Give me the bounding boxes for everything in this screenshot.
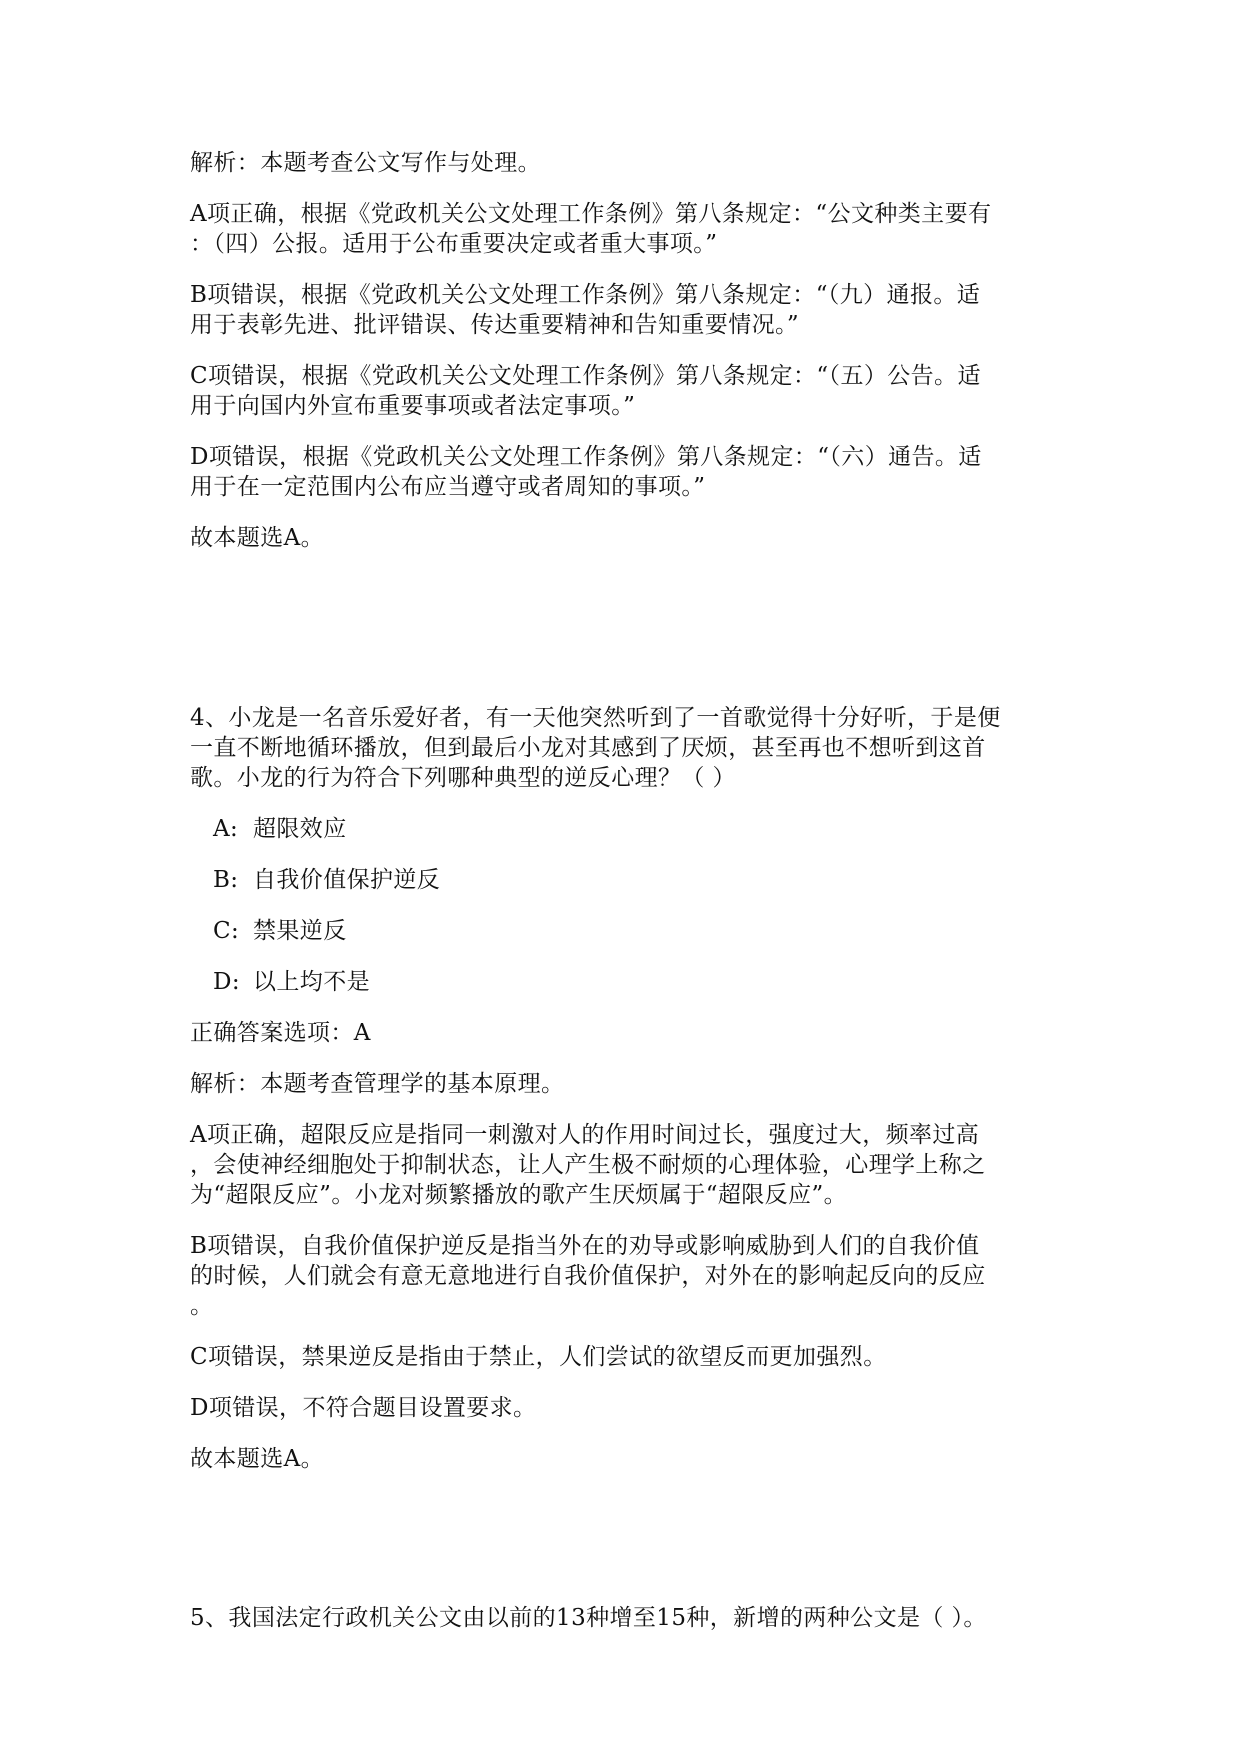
text-line: B项错误，自我价值保护逆反是指当外在的劝导或影响威胁到人们的自我价值 (190, 1233, 980, 1259)
q5-stem (190, 1603, 1060, 1633)
q4-option-a (213, 814, 1060, 844)
q3-analysis-intro (190, 148, 1060, 178)
q4-option-c (213, 916, 1060, 946)
option-letter: D: (213, 969, 240, 995)
option-text: 自我价值保护逆反 (253, 867, 441, 893)
q4-item-b (190, 1231, 1060, 1321)
q4-stem (190, 703, 1060, 793)
q4-option-d (213, 967, 1060, 997)
text-line: D项错误，不符合题目设置要求。 (190, 1395, 537, 1421)
q4-item-d (190, 1393, 1060, 1423)
text-line: 歌。小龙的行为符合下列哪种典型的逆反心理？（ ） (190, 765, 736, 791)
spacer (190, 574, 1060, 703)
text-line: 用于在一定范围内公布应当遵守或者周知的事项。” (190, 474, 706, 500)
text-line: A项正确，根据《党政机关公文处理工作条例》第八条规定：“公文种类主要有 (190, 201, 992, 227)
text-line: C项错误，根据《党政机关公文处理工作条例》第八条规定：“（五）公告。适 (190, 363, 981, 389)
document-content (190, 148, 1060, 1654)
q4-item-c (190, 1342, 1060, 1372)
text-line: 5、我国法定行政机关公文由以前的13种增至15种，新增的两种公文是（ ）。 (190, 1605, 987, 1631)
text-line: ，会使神经细胞处于抑制状态，让人产生极不耐烦的心理体验，心理学上称之 (190, 1152, 986, 1178)
text-line: B项错误，根据《党政机关公文处理工作条例》第八条规定：“（九）通报。适 (190, 282, 981, 308)
q4-option-b (213, 865, 1060, 895)
text-line: 用于表彰先进、批评错误、传达重要精神和告知重要情况。” (190, 312, 800, 338)
text-line: ：（四）公报。适用于公布重要决定或者重大事项。” (190, 231, 718, 257)
q3-item-a (190, 199, 1060, 259)
text-line: A项正确，超限反应是指同一刺激对人的作用时间过长，强度过大，频率过高 (190, 1122, 980, 1148)
text-line: D项错误，根据《党政机关公文处理工作条例》第八条规定：“（六）通告。适 (190, 444, 982, 470)
q3-item-d (190, 442, 1060, 502)
q4-answer (190, 1018, 1060, 1048)
text-line: 用于向国内外宣布重要事项或者法定事项。” (190, 393, 636, 419)
option-letter: A: (213, 816, 239, 842)
text-line: 的时候，人们就会有意无意地进行自我价值保护，对外在的影响起反向的反应 (190, 1263, 986, 1289)
option-letter: C: (213, 918, 240, 944)
text-line: 一直不断地循环播放，但到最后小龙对其感到了厌烦，甚至再也不想听到这首 (190, 735, 986, 761)
q3-item-c (190, 361, 1060, 421)
text-line: C项错误，禁果逆反是指由于禁止，人们尝试的欲望反而更加强烈。 (190, 1344, 887, 1370)
text-line: 故本题选A。 (190, 525, 325, 551)
text-line: 故本题选A。 (190, 1446, 325, 1472)
text-line: 正确答案选项：A (190, 1020, 371, 1046)
option-text: 以上均不是 (253, 969, 370, 995)
text-line: 。 (190, 1293, 214, 1319)
text-line: 解析：本题考查管理学的基本原理。 (190, 1071, 565, 1097)
option-text: 超限效应 (253, 816, 347, 842)
text-line: 解析：本题考查公文写作与处理。 (190, 150, 541, 176)
text-line: 为“超限反应”。小龙对频繁播放的歌产生厌烦属于“超限反应”。 (190, 1182, 848, 1208)
q4-conclusion (190, 1444, 1060, 1474)
q3-conclusion (190, 523, 1060, 553)
option-letter: B: (213, 867, 239, 893)
spacer (190, 1495, 1060, 1603)
text-line: 4、小龙是一名音乐爱好者，有一天他突然听到了一首歌觉得十分好听，于是便 (190, 705, 1001, 731)
q4-analysis-intro (190, 1069, 1060, 1099)
q4-item-a (190, 1120, 1060, 1210)
option-text: 禁果逆反 (253, 918, 347, 944)
q3-item-b (190, 280, 1060, 340)
